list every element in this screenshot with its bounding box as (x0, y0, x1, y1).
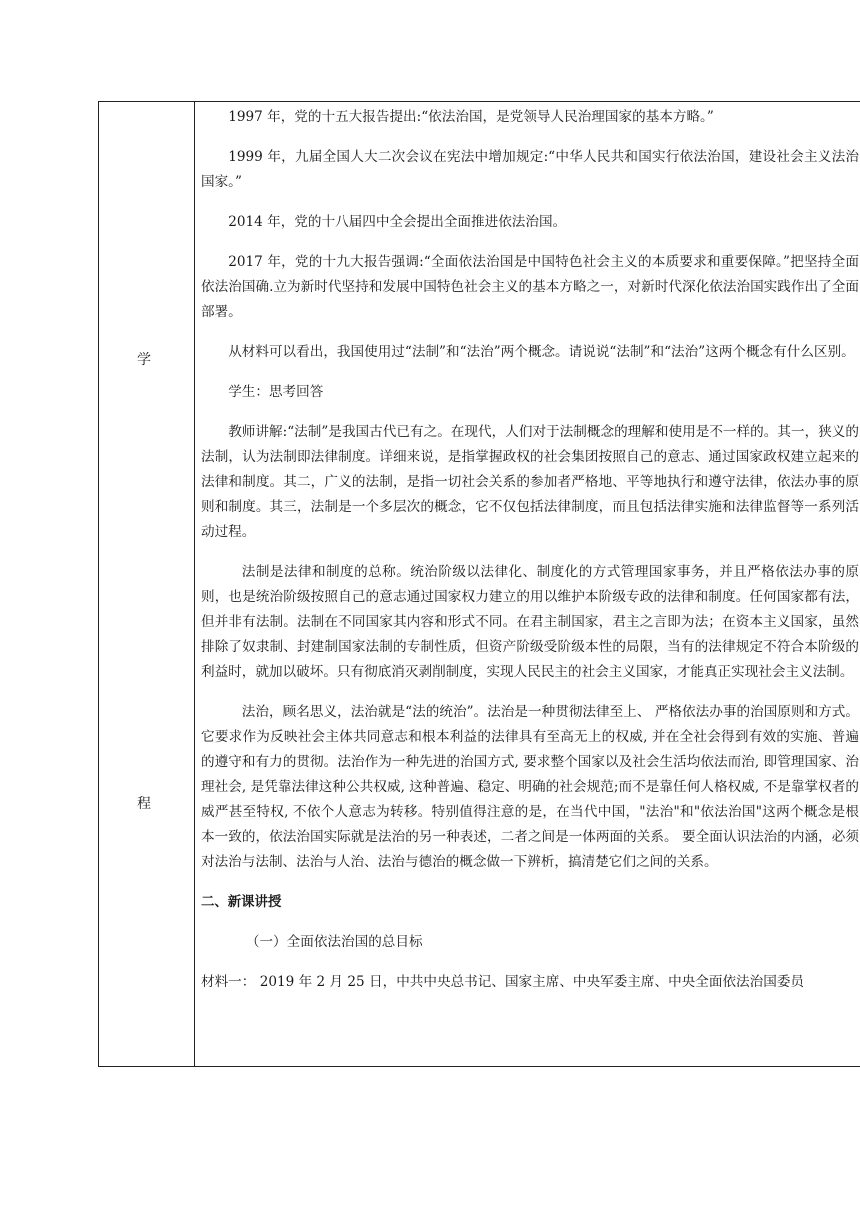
side-label-xue: 学 (137, 352, 151, 368)
section-heading: 二、新课讲授 (201, 895, 282, 910)
fazhi-system-paragraph: 法制是法律和制度的总称。统治阶级以法律化、制度化的方式管理国家事务，并且严格依法办事的原则，也是统治阶级按照自己的意志通过国家权力建立的用以维护本阶级专政的法律和制度。任何国家都有法，但并非有法制。法制在不同国家其内容和形式不同。在君主制国家，君主之言即为法；在资本主义国家，虽然排除了奴隶制、封建制国家法制的专制性质，但资产阶级受阶级本性的局限，当有的法律规定不符合本阶级的利益时，就加以破坏。只有彻底消灭剥削制度，实现人民民主的社会主义国家，才能真正实现社会主义法制。 (201, 564, 859, 680)
fazhi-rule-paragraph: 法治，顾名思义，法治就是“法的统治”。法治是一种贯彻法律至上、 严格依法办事的治国原则和方式。它要求作为反映社会主体共同意志和根本利益的法律具有至高无上的权威, 并在全社会得到有效的实施、普遍的遵守和有力的贯彻。法治作为一种先进的治国方式, 要求整个国家以及社会生活均依法而治, 即管理国家、治理社会, 是凭靠法律这种公共权威, 这种普遍、稳定、明确的社会规范;而不是靠任何人格权威, 不是靠掌权者的威严甚至特权, 不依个人意志为转移。特别值得注意的是，在当代中国，"法治"和"依法治国"这两个概念是根本一致的，依法治国实际就是法治的另一种表述，二者之间是一体两面的关系。 要全面认识法治的内涵，必须对法治与法制、法治与人治、法治与德治的概念做一下辨析，搞清楚它们之间的关系。 (201, 704, 859, 870)
paragraph-1999: 1999 年，九届全国人大二次会议在宪法中增加规定:“中华人民共和国实行依法治国，建设社会主义法治国家。” (201, 149, 859, 190)
lesson-table (98, 101, 860, 1067)
subsection-title: （一）全面依法治国的总目标 (245, 934, 423, 950)
material-one: 材料一： 2019 年 2 月 25 日，中共中央总书记、国家主席、中央军委主席、中央全面依法治国委员 (201, 974, 805, 990)
student-response: 学生：思考回答 (228, 384, 324, 400)
paragraph-2014: 2014 年，党的十八届四中全会提出全面推进依法治国。 (228, 214, 567, 230)
content-cell (201, 105, 859, 995)
paragraph-2017: 2017 年，党的十九大报告强调:“全面依法治国是中国特色社会主义的本质要求和重要保障。”把坚持全面依法治国确.立为新时代坚持和发展中国特色社会主义的基本方略之一，对新时代深化依法治国实践作出了全面部署。 (201, 254, 859, 320)
paragraph-1997: 1997 年，党的十五大报告提出:“依法治国，是党领导人民治理国家的基本方略。” (228, 109, 714, 125)
question-paragraph: 从材料可以看出，我国使用过“法制”和“法治”两个概念。请说说“法制”和“法治”这两个概念有什么区别。 (228, 344, 855, 360)
teacher-explanation: 教师讲解:“法制”是我国古代已有之。在现代，人们对于法制概念的理解和使用是不一样的。其一，狭义的法制，认为法制即法律制度。详细来说，是指掌握政权的社会集团按照自己的意志、通过国家政权建立起来的法律和制度。其二，广义的法制，是指一切社会关系的参加者严格地、平等地执行和遵守法律，依法办事的原则和制度。其三，法制是一个多层次的概念，它不仅包括法律制度，而且包括法律实施和法律监督等一系列活动过程。 (201, 424, 859, 540)
side-label-cheng: 程 (137, 796, 151, 812)
column-divider (194, 102, 195, 1066)
